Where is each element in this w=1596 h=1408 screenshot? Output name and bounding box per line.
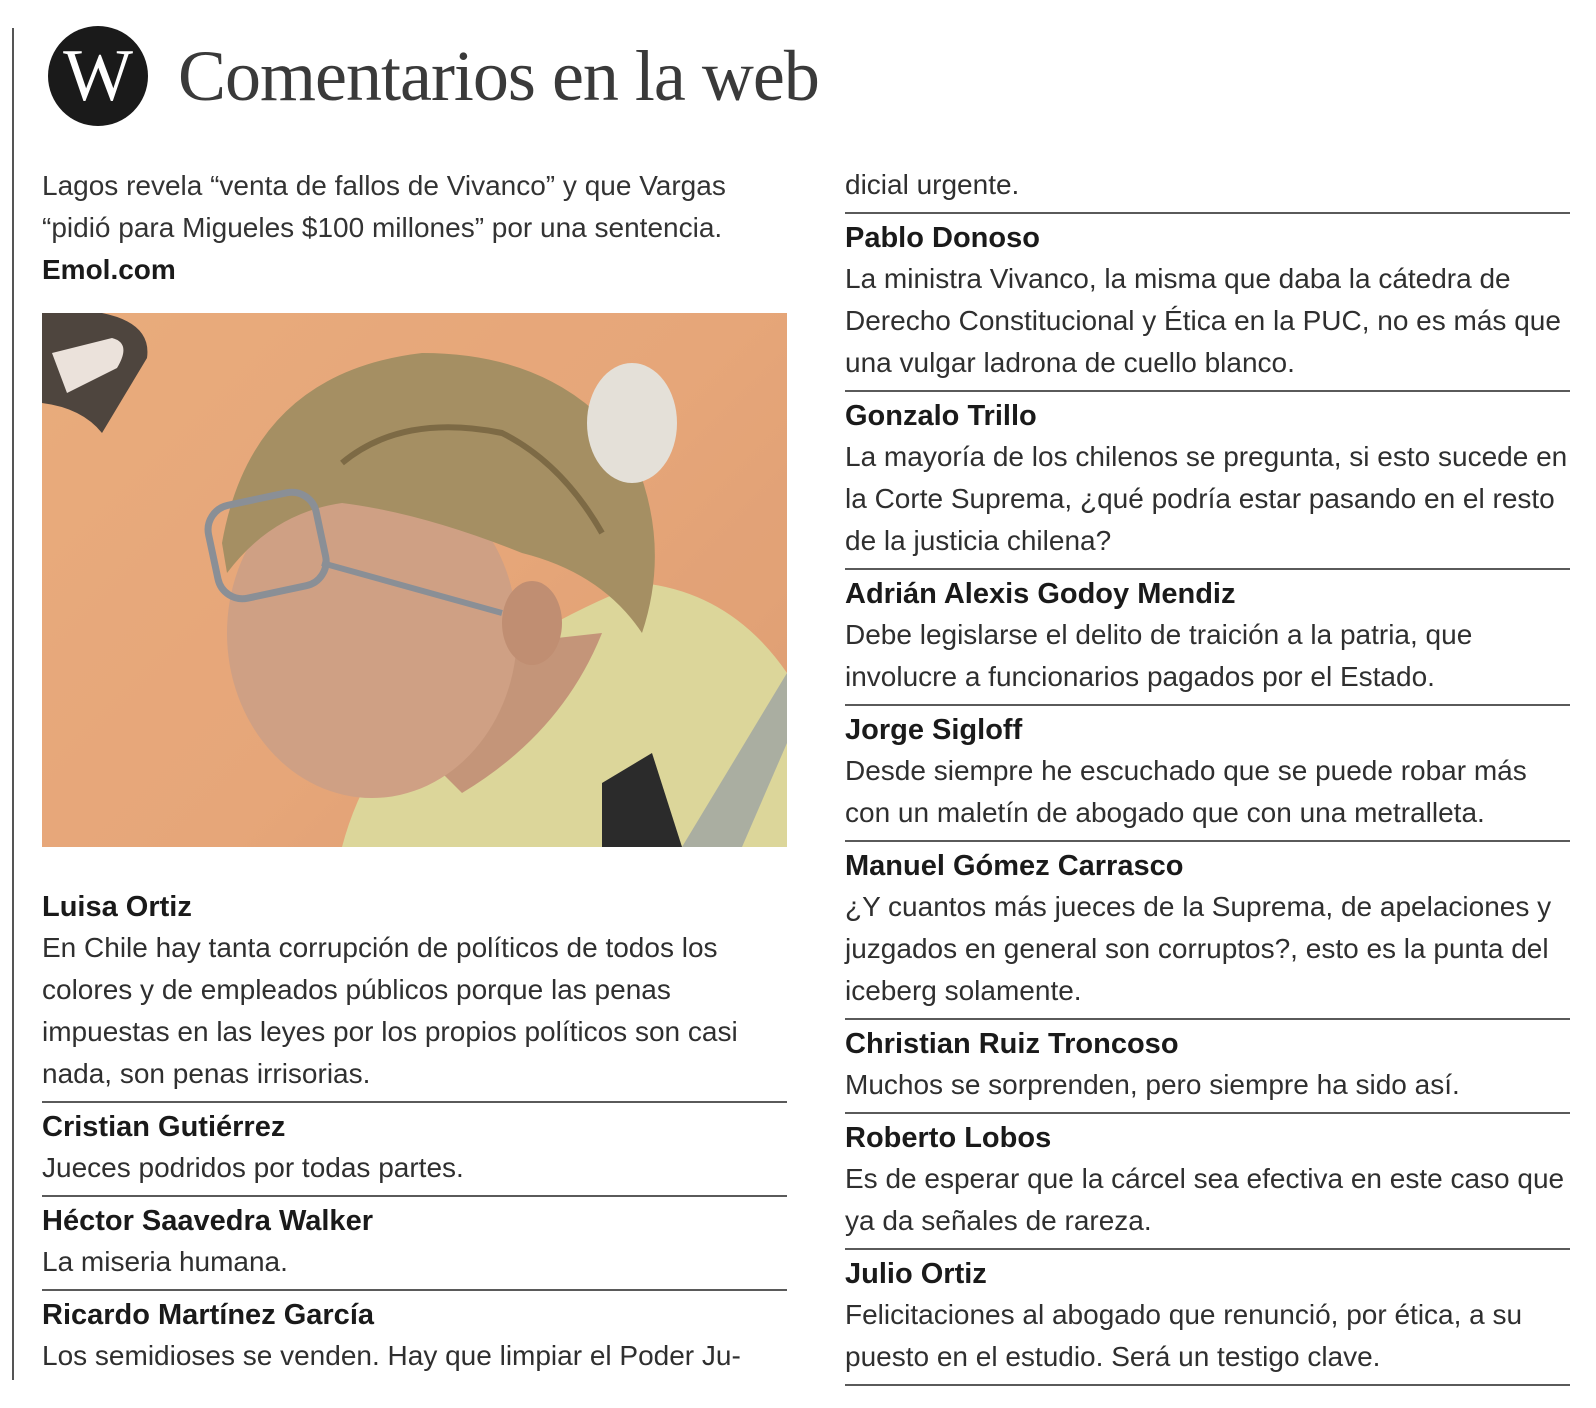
lead-source: Emol.com bbox=[42, 254, 176, 285]
lead-text: Lagos revela “venta de fallos de Vivanco” y que Vargas “pidió para Migueles $100 millones” por una sentencia. bbox=[42, 170, 726, 243]
comment-entry bbox=[845, 1118, 1570, 1250]
comment-author: Cristian Gutiérrez bbox=[42, 1111, 286, 1143]
left-comments bbox=[42, 887, 787, 1383]
comment-entry bbox=[845, 1254, 1570, 1386]
comment-entry bbox=[845, 396, 1570, 570]
comment-author: Christian Ruiz Troncoso bbox=[845, 1028, 1179, 1060]
comment-author: Pablo Donoso bbox=[845, 222, 1040, 254]
comment-entry bbox=[845, 218, 1570, 392]
comment-text: Es de esperar que la cárcel sea efectiva en este caso que ya da señales de rareza. bbox=[845, 1163, 1565, 1236]
comment-entry bbox=[845, 710, 1570, 842]
left-column bbox=[42, 165, 787, 1387]
comment-text: Debe legislarse el delito de traición a la patria, que involucre a funcionarios pagados por el Estado. bbox=[845, 619, 1473, 692]
column-rule bbox=[12, 28, 14, 1380]
article-lead bbox=[42, 165, 787, 291]
comment-text: Muchos se sorprenden, pero siempre ha sido así. bbox=[845, 1069, 1460, 1100]
comment-text: La mayoría de los chilenos se pregunta, si esto sucede en la Corte Suprema, ¿qué podría estar pasando en el resto de la justicia chilena? bbox=[845, 441, 1568, 556]
comment-author: Jorge Sigloff bbox=[845, 714, 1023, 746]
comment-author: Ricardo Martínez García bbox=[42, 1299, 374, 1331]
comment-continuation bbox=[845, 164, 1570, 214]
comment-entry bbox=[42, 887, 787, 1103]
comment-entry bbox=[42, 1201, 787, 1291]
comment-text: dicial urgente. bbox=[845, 169, 1020, 200]
comment-author: Gonzalo Trillo bbox=[845, 400, 1037, 432]
comment-text: Jueces podridos por todas partes. bbox=[42, 1152, 464, 1183]
article-photo bbox=[42, 313, 787, 847]
comment-author: Luisa Ortiz bbox=[42, 891, 192, 923]
comment-author: Adrián Alexis Godoy Mendiz bbox=[845, 578, 1236, 610]
comment-author: Manuel Gómez Carrasco bbox=[845, 850, 1184, 882]
comment-text: En Chile hay tanta corrupción de políticos de todos los colores y de empleados públicos porque las penas impuestas en las leyes por los propios políticos son casi nada, son penas irrisorias. bbox=[42, 932, 738, 1089]
photo-illustration bbox=[42, 313, 787, 847]
comment-entry bbox=[845, 1024, 1570, 1114]
comment-entry bbox=[845, 574, 1570, 706]
section-title: Comentarios en la web bbox=[178, 36, 819, 116]
comment-text: ¿Y cuantos más jueces de la Suprema, de apelaciones y juzgados en general son corruptos?, esto es la punta del iceberg solamente. bbox=[845, 891, 1552, 1006]
web-section-logo: W bbox=[48, 26, 148, 126]
comment-entry bbox=[42, 1295, 787, 1383]
comment-text: Desde siempre he escuchado que se puede robar más con un maletín de abogado que con una metralleta. bbox=[845, 755, 1527, 828]
comment-author: Héctor Saavedra Walker bbox=[42, 1205, 373, 1237]
comment-text: La miseria humana. bbox=[42, 1246, 288, 1277]
comment-author: Roberto Lobos bbox=[845, 1122, 1052, 1154]
comment-text: Felicitaciones al abogado que renunció, por ética, a su puesto en el estudio. Será un testigo clave. bbox=[845, 1299, 1523, 1372]
comment-text: Los semidioses se venden. Hay que limpiar el Poder Ju- bbox=[42, 1340, 741, 1371]
comment-author: Julio Ortiz bbox=[845, 1258, 987, 1290]
comment-entry bbox=[42, 1107, 787, 1197]
comment-text: La ministra Vivanco, la misma que daba la cátedra de Derecho Constitucional y Ética en la PUC, no es más que una vulgar ladrona de cuello blanco. bbox=[845, 263, 1561, 378]
right-column bbox=[845, 164, 1570, 1390]
comment-entry bbox=[845, 846, 1570, 1020]
